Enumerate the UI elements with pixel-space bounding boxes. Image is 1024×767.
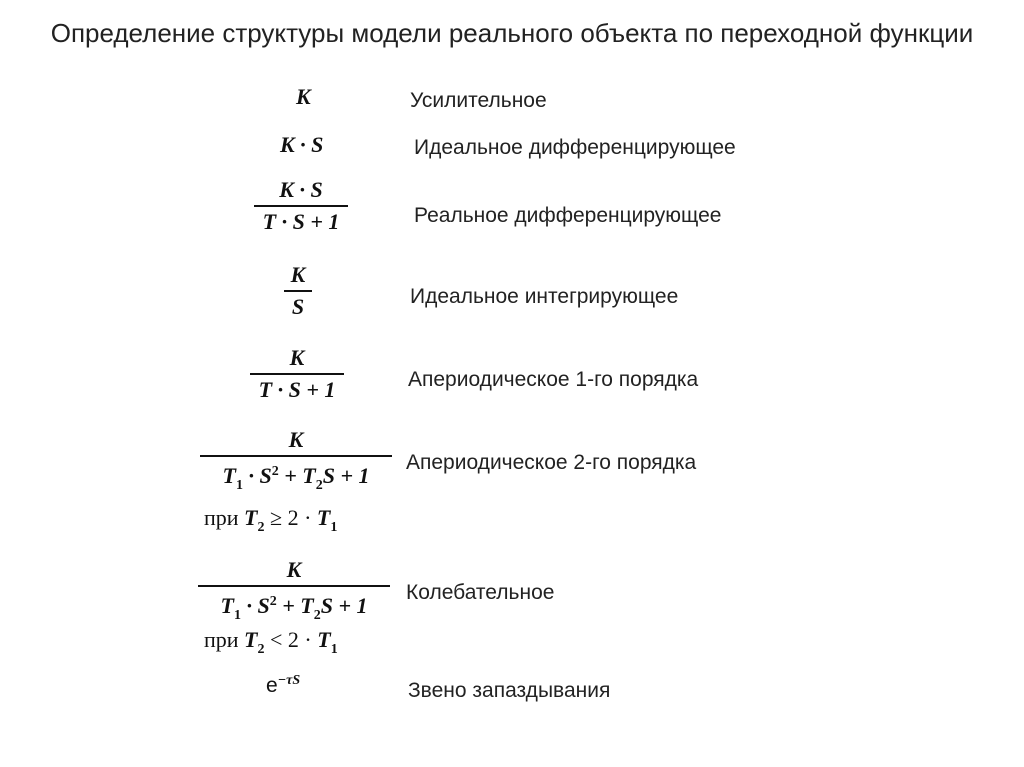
formula-aperiodic-1 xyxy=(250,343,344,405)
formula-delay: $e^{-\tau S}$ xyxy=(266,673,301,697)
condition-oscillatory: при $T_2 < 2 \cdot T_1$ xyxy=(204,627,338,657)
formula-aperiodic-2 xyxy=(200,425,392,501)
denominator: S xyxy=(291,294,305,319)
numerator: K · S xyxy=(279,177,323,202)
label-ideal-differentiator: Идеальное дифференцирующее xyxy=(414,136,736,159)
numerator: K xyxy=(290,262,306,287)
label-ideal-integrator: Идеальное интегрирующее xyxy=(410,285,679,308)
denominator: T · S + 1 xyxy=(258,377,336,402)
numerator: K xyxy=(289,345,305,370)
formula-oscillatory xyxy=(198,555,390,631)
label-real-differentiator: Реальное дифференцирующее xyxy=(414,204,722,227)
formula-amplifier xyxy=(296,84,311,110)
formula-text: K xyxy=(296,84,311,109)
numerator: K xyxy=(286,557,302,582)
numerator: K xyxy=(288,427,304,452)
denominator: $T_1 \cdot S^2 + T_2S + 1$ xyxy=(222,463,370,493)
label-aperiodic-2: Апериодическое 2-го порядка xyxy=(406,451,697,474)
formula-real-differentiator xyxy=(254,175,348,237)
formula-ideal-differentiator xyxy=(280,132,323,158)
formula-ideal-integrator xyxy=(284,260,312,322)
label-oscillatory: Колебательное xyxy=(406,581,555,604)
denominator: $T_1 \cdot S^2 + T_2S + 1$ xyxy=(220,593,368,623)
label-amplifier: Усилительное xyxy=(410,89,547,112)
formula-text: K · S xyxy=(280,132,324,157)
condition-aperiodic-2: при $T_2 \ge 2 \cdot T_1$ xyxy=(204,505,338,535)
label-delay: Звено запаздывания xyxy=(408,679,611,702)
page-title: Определение структуры модели реального объекта по переходной функции xyxy=(50,18,974,48)
denominator: T · S + 1 xyxy=(262,209,340,234)
label-aperiodic-1: Апериодическое 1-го порядка xyxy=(408,368,699,391)
